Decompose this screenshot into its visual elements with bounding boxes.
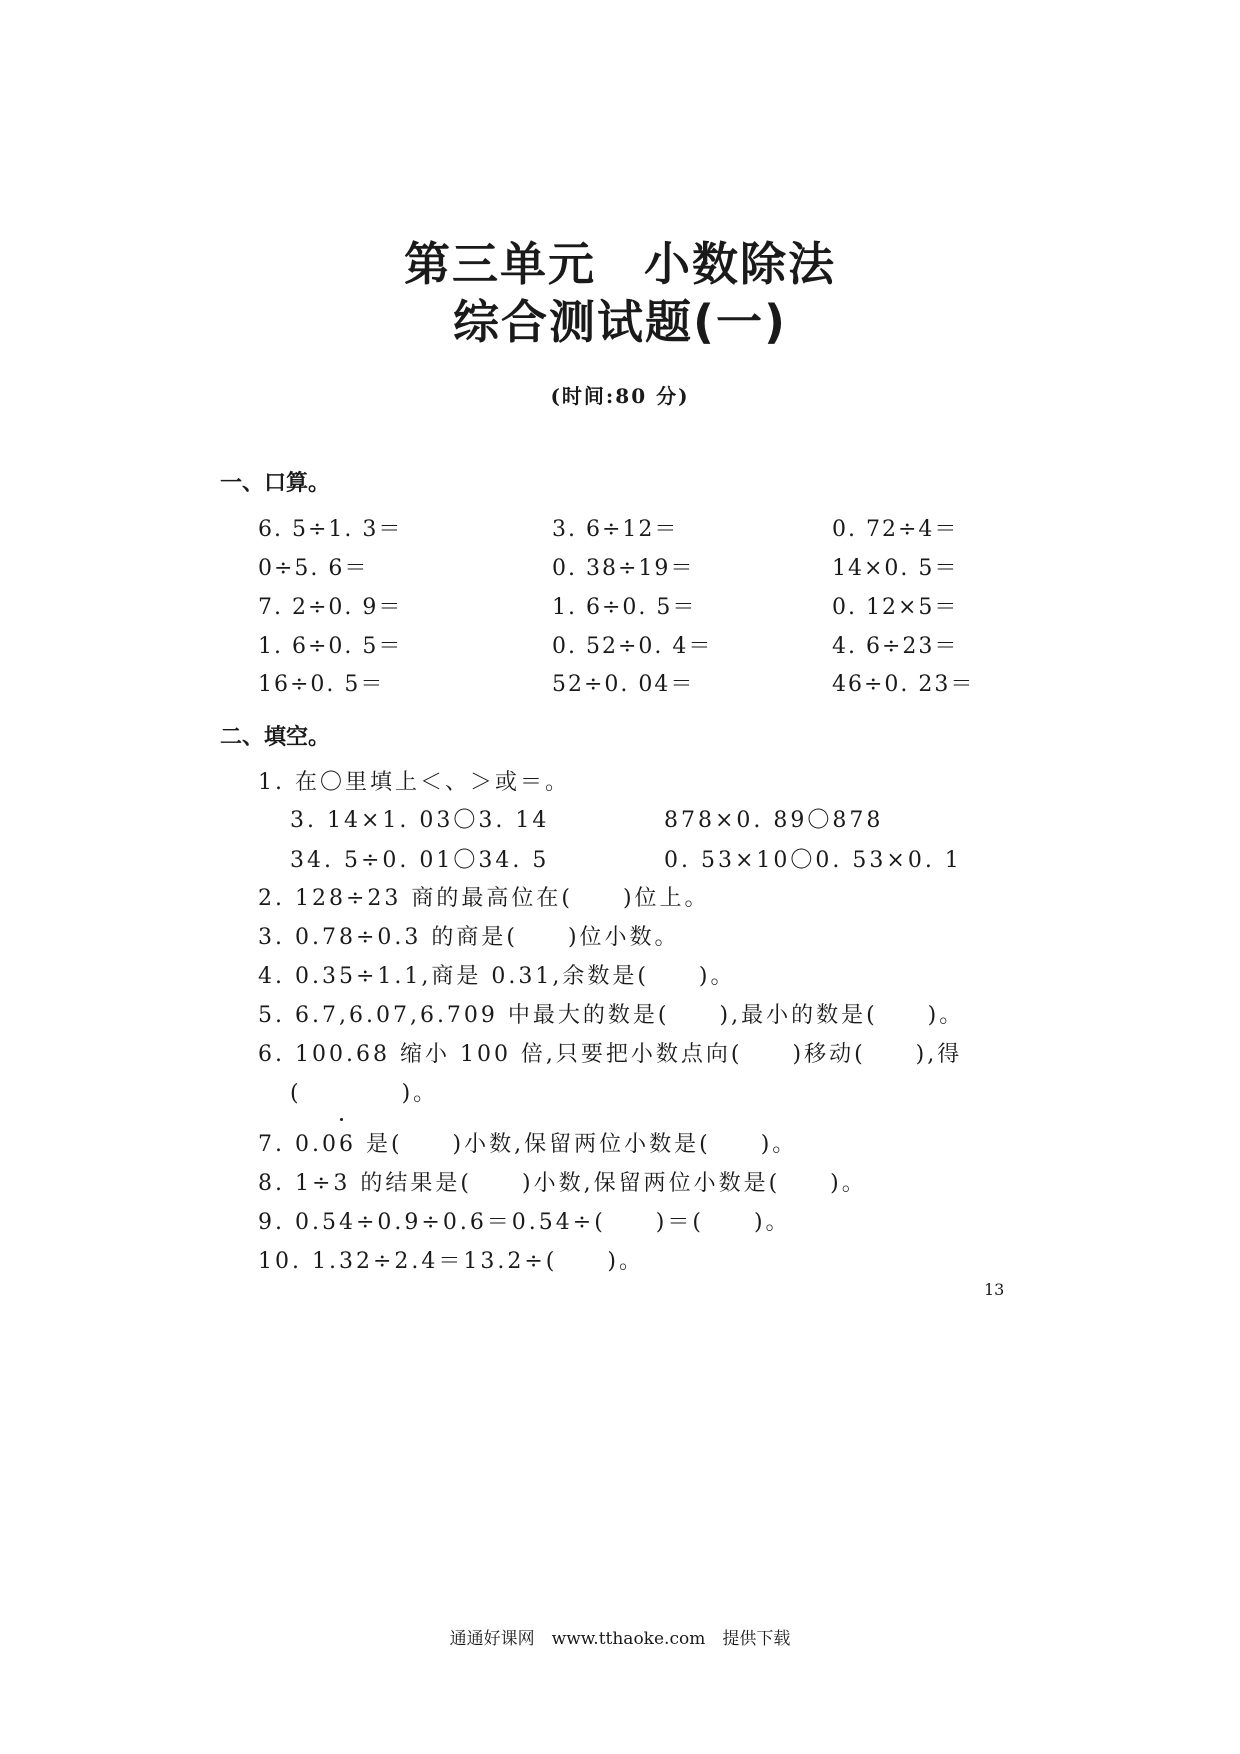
- compare-item: 34. 5÷0. 01〇34. 5: [290, 848, 550, 873]
- calc-item: 6. 5÷1. 3＝: [258, 517, 403, 542]
- question-8: 8. 1÷3 的结果是( )小数,保留两位小数是( )。: [258, 1171, 867, 1196]
- question-1: 1. 在〇里填上＜、＞或＝。: [258, 770, 570, 795]
- title-line-1: 第三单元 小数除法: [404, 237, 836, 291]
- calc-item: 1. 6÷0. 5＝: [258, 634, 403, 659]
- question-7: 7. 0.06 是( )小数,保留两位小数是( )。: [258, 1132, 798, 1157]
- calc-item: 0. 72÷4＝: [832, 517, 959, 542]
- page-number: 13: [984, 1280, 1005, 1299]
- compare-item: 878×0. 89〇878: [664, 808, 884, 833]
- compare-item: 0. 53×10〇0. 53×0. 1: [664, 848, 962, 873]
- question-4: 4. 0.35÷1.1,商是 0.31,余数是( )。: [258, 964, 736, 989]
- question-5: 5. 6.7,6.07,6.709 中最大的数是( ),最小的数是( )。: [258, 1003, 965, 1028]
- repeating-decimal-dot: [340, 1118, 343, 1121]
- calc-item: 14×0. 5＝: [832, 556, 959, 581]
- calc-item: 0. 38÷19＝: [552, 556, 695, 581]
- calc-item: 1. 6÷0. 5＝: [552, 595, 697, 620]
- question-2: 2. 128÷23 商的最高位在( )位上。: [258, 886, 710, 911]
- footer-credit: 通通好课网 www.tthaoke.com 提供下载: [449, 1629, 791, 1649]
- calc-item: 3. 6÷12＝: [552, 517, 679, 542]
- compare-item: 3. 14×1. 03〇3. 14: [290, 808, 550, 833]
- calc-item: 0÷5. 6＝: [258, 556, 369, 581]
- question-3: 3. 0.78÷0.3 的商是( )位小数。: [258, 925, 680, 950]
- title-line-2: 综合测试题(一): [452, 295, 788, 349]
- question-10: 10. 1.32÷2.4＝13.2÷( )。: [258, 1249, 644, 1274]
- section-1-heading: 一、口算。: [220, 471, 331, 496]
- calc-item: 7. 2÷0. 9＝: [258, 595, 403, 620]
- question-6: 6. 100.68 缩小 100 倍,只要把小数点向( )移动( ),得: [258, 1042, 963, 1067]
- question-6-continued: ( )。: [290, 1081, 439, 1106]
- time-limit: (时间:80 分): [550, 384, 690, 408]
- calc-item: 52÷0. 04＝: [552, 672, 695, 697]
- calc-item: 46÷0. 23＝: [832, 672, 975, 697]
- question-9: 9. 0.54÷0.9÷0.6＝0.54÷( )＝( )。: [258, 1210, 791, 1235]
- calc-item: 16÷0. 5＝: [258, 672, 385, 697]
- calc-item: 0. 12×5＝: [832, 595, 959, 620]
- calc-item: 4. 6÷23＝: [832, 634, 959, 659]
- section-2-heading: 二、填空。: [220, 725, 331, 750]
- calc-item: 0. 52÷0. 4＝: [552, 634, 713, 659]
